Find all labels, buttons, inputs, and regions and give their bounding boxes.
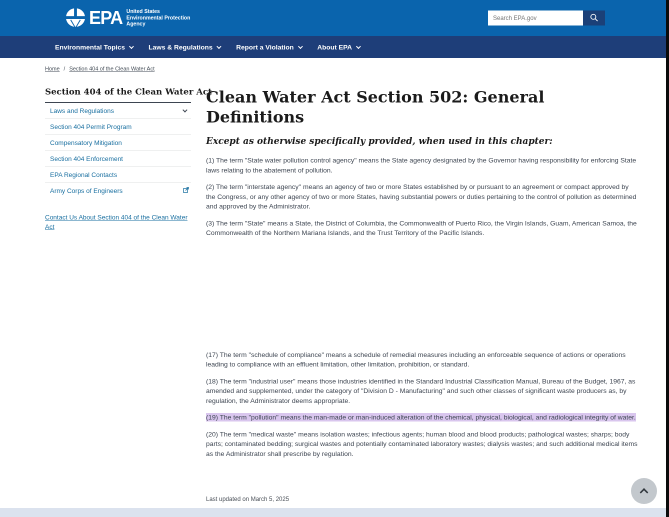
definition-text: (3) The term "State" means a State, the District of Columbia, the Commonwealth of Puerto Rico, the Virgin Islands, Guam, American Samoa, the Commonwealth of the Northern Mariana Islands, and the Trust Territory of the Pacific Islands. <box>206 219 637 237</box>
definition-paragraph <box>206 350 639 370</box>
sidebar-menu-item[interactable] <box>45 135 191 151</box>
site-header <box>0 0 669 36</box>
back-to-top-button[interactable] <box>631 478 657 504</box>
sidebar-menu-item[interactable] <box>45 151 191 167</box>
chevron-down-icon[interactable] <box>182 108 187 113</box>
sidebar-item-label: Army Corps of Engineers <box>50 187 123 195</box>
page-title: Clean Water Act Section 502: General Definitions <box>206 87 545 127</box>
definition-text: (20) The term "medical waste" means isolation wastes; infectious agents; human blood and blood products; pathological wastes; sharps; body parts; contaminated bedding; surgical wastes and potentially contaminated laboratory wastes; dialysis wastes; and such additional medical items as the Administrator shall prescribe by regulation. <box>206 430 638 458</box>
intro-text: Except as otherwise specifically provided, when used in this chapter: <box>206 136 553 147</box>
chevron-down-icon <box>217 44 222 49</box>
sidebar-item-label: Laws and Regulations <box>50 107 114 115</box>
nav-item-label: About EPA <box>317 43 353 51</box>
search-button[interactable] <box>583 11 605 26</box>
last-updated-note: Last updated on March 5, 2025 <box>206 495 290 503</box>
nav-menu-item[interactable] <box>55 43 133 51</box>
sidebar-item-label: Section 404 Permit Program <box>50 123 132 131</box>
sidebar-item-label: Compensatory Mitigation <box>50 139 122 147</box>
tagline-line: Environmental Protection <box>126 14 191 21</box>
definition-paragraph <box>206 429 639 458</box>
definition-paragraph <box>206 413 639 423</box>
definition-text: (18) The term "industrial user" means those industries identified in the Standard Industrial Classification Manual, Bureau of the Budget, 1967, as amended and supplemented, under the category of "Division D - Manufacturing" and such other classes of significant waste producers as, by regulation, the Administrator deems appropriate. <box>206 377 636 405</box>
breadcrumb-separator: / <box>63 66 66 72</box>
definitions-list <box>206 156 639 459</box>
footer-top-strip <box>0 508 669 517</box>
breadcrumb-section-link[interactable]: Section 404 of the Clean Water Act <box>69 66 155 72</box>
definition-text: (19) The term "pollution" means the man-made or man-induced alteration of the chemical, physical, biological, and radiological integrity of water. <box>206 413 636 421</box>
nav-item-label: Report a Violation <box>236 43 294 51</box>
definition-paragraph <box>206 376 639 405</box>
definition-paragraph <box>206 218 639 238</box>
definition-text: (1) The term "State water pollution control agency" means the State agency designated by the Governor having responsibility for enforcing State laws relating to the abatement of pollution. <box>206 156 637 174</box>
definition-paragraph <box>206 182 639 211</box>
breadcrumb-home-link[interactable]: Home <box>45 66 60 72</box>
primary-nav <box>0 36 669 58</box>
definition-paragraph <box>206 156 639 176</box>
sidebar-menu-item[interactable] <box>45 183 191 199</box>
chevron-up-icon <box>640 488 648 496</box>
section-sidebar <box>45 87 212 503</box>
search-icon <box>590 13 599 24</box>
tagline-line: United States <box>126 8 160 15</box>
tagline-line: Agency <box>126 21 146 28</box>
nav-item-label: Environmental Topics <box>55 43 126 51</box>
epa-wordmark: EPA <box>89 7 123 28</box>
definition-text: (17) The term "schedule of compliance" means a schedule of remedial measures including an enforceable sequence of actions or operations leading to compliance with an effluent limitation, other limitation, prohibition, or standard. <box>206 350 626 368</box>
content-area <box>0 72 669 503</box>
sidebar-item-label: Section 404 Enforcement <box>50 155 123 163</box>
epa-tagline <box>126 9 190 28</box>
nav-menu-item[interactable] <box>317 43 359 51</box>
site-search <box>488 11 605 26</box>
epa-logo[interactable] <box>64 7 190 30</box>
sidebar-menu-item[interactable] <box>45 119 191 135</box>
contact-us-link[interactable]: Contact Us About Section 404 of the Clean Water Act <box>45 213 188 231</box>
chevron-down-icon <box>298 44 303 49</box>
epa-flower-icon <box>64 7 87 30</box>
nav-menu-item[interactable] <box>149 43 221 51</box>
sidebar-menu-item[interactable] <box>45 103 191 119</box>
external-link-icon <box>183 187 189 195</box>
chevron-down-icon <box>129 44 134 49</box>
nav-item-label: Laws & Regulations <box>148 43 213 51</box>
definition-text: (2) The term "interstate agency" means an agency of two or more States established by or pursuant to an agreement or compact approved by the Congress, or any other agency of two or more States, having substantial powers or duties pertaining to the control of pollution as determined and approved by the Administrator. <box>206 183 637 210</box>
sidebar-item-label: EPA Regional Contacts <box>50 171 118 179</box>
nav-menu-item[interactable] <box>236 43 301 51</box>
sidebar-menu-item[interactable] <box>45 167 191 183</box>
chevron-down-icon <box>356 44 361 49</box>
sidebar-menu <box>45 103 191 199</box>
search-input[interactable] <box>488 11 583 26</box>
sidebar-title: Section 404 of the Clean Water Act <box>45 87 191 103</box>
main-article <box>206 87 639 503</box>
